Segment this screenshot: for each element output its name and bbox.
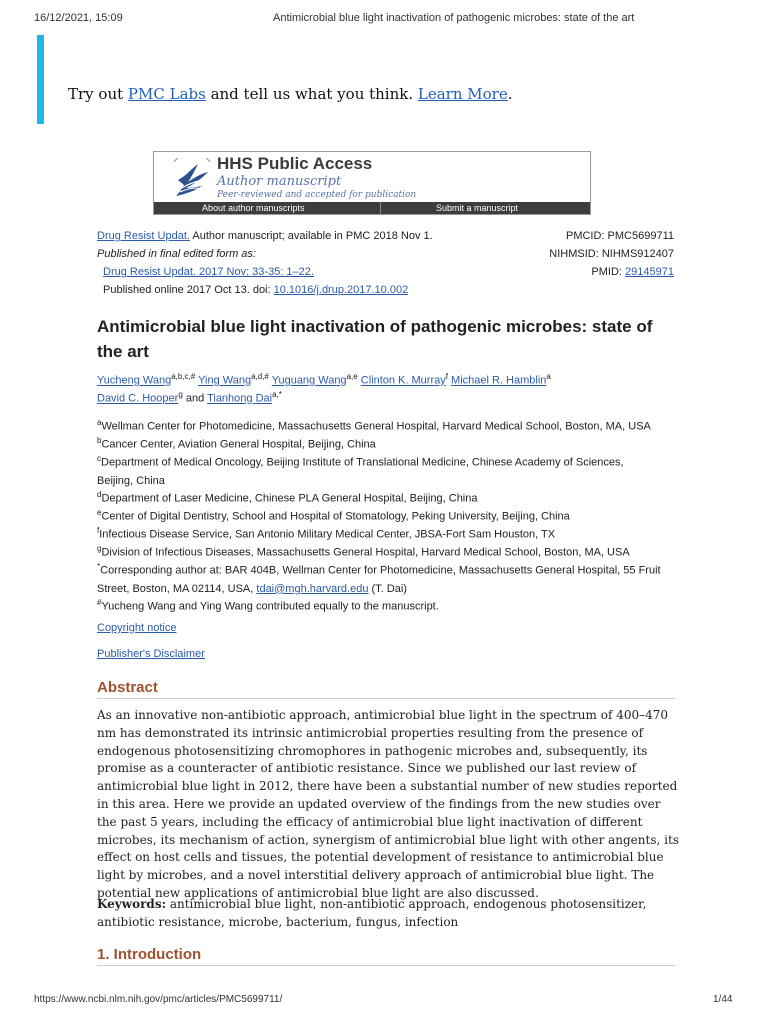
affiliation-sup: f bbox=[97, 526, 100, 535]
copyright-notice-link-wrap bbox=[97, 622, 177, 634]
citation-line-4 bbox=[103, 284, 408, 296]
hhs-public-access-box bbox=[153, 151, 591, 215]
author-sup: a,d,# bbox=[251, 372, 269, 381]
author-sup: a,e bbox=[346, 372, 358, 381]
article-title: Antimicrobial blue light inactivation of pathogenic microbes: state of the art bbox=[97, 317, 653, 361]
doi-link[interactable]: 10.1016/j.drup.2017.10.002 bbox=[273, 284, 409, 296]
print-datetime: 16/12/2021, 15:09 bbox=[34, 12, 123, 24]
banner-text-mid: and tell us what you think. bbox=[205, 85, 418, 103]
banner-text-pre: Try out bbox=[68, 85, 128, 103]
author-sup: a bbox=[546, 372, 551, 381]
keywords-list: antimicrobial blue light, non-antibiotic approach, endogenous photosensitizer, antibiotic resistance, microbe, bacterium, fungus, infection bbox=[97, 897, 647, 929]
affiliation-text: Department of Laser Medicine, Chinese PLA General Hospital, Beijing, China bbox=[101, 492, 478, 505]
affiliation-text: Department of Medical Oncology, Beijing Institute of Translational Medicine, Chinese Academy of Sciences, Beijing, China bbox=[97, 456, 624, 487]
about-author-manuscripts-link[interactable]: About author manuscripts bbox=[202, 203, 305, 213]
abstract-heading: Abstract bbox=[97, 679, 675, 699]
pmid bbox=[591, 266, 674, 278]
publisher-disclaimer-link[interactable]: Publisher's Disclaimer bbox=[97, 648, 205, 660]
authors-and: and bbox=[182, 392, 208, 405]
corresponding-name: (T. Dai) bbox=[368, 582, 407, 595]
citation-line-1 bbox=[97, 230, 433, 242]
affiliation-sup: e bbox=[97, 508, 102, 517]
pmid-link[interactable]: 29145971 bbox=[625, 266, 674, 278]
affiliation-text: Division of Infectious Diseases, Massachusetts General Hospital, Harvard Medical School, Boston, MA, USA bbox=[101, 546, 630, 559]
author-sup: f bbox=[445, 372, 448, 381]
citation-line-2: Published in final edited form as: bbox=[97, 248, 256, 260]
citation-availability: Author manuscript; available in PMC 2018 Nov 1. bbox=[189, 230, 433, 242]
copyright-notice-link[interactable]: Copyright notice bbox=[97, 622, 177, 634]
affiliation-sup: c bbox=[97, 454, 101, 463]
citation-line-3 bbox=[103, 266, 314, 278]
affiliation-sup: d bbox=[97, 490, 102, 499]
affiliation bbox=[97, 450, 662, 490]
pmid-label: PMID: bbox=[591, 266, 626, 278]
pmcid: PMCID: PMC5699711 bbox=[565, 230, 674, 242]
hhs-tagline: Peer-reviewed and accepted for publication bbox=[217, 190, 417, 200]
author-link[interactable]: Yuguang Wang bbox=[271, 374, 347, 387]
published-online-text: Published online 2017 Oct 13. doi: bbox=[103, 284, 274, 296]
banner-accent-bar bbox=[37, 35, 44, 124]
author-sup: a,* bbox=[272, 390, 282, 399]
journal-link[interactable]: Drug Resist Updat. bbox=[97, 230, 190, 242]
equal-text: Yucheng Wang and Ying Wang contributed equally to the manuscript. bbox=[101, 600, 439, 613]
published-issue-link[interactable]: Drug Resist Updat. 2017 Nov; 33-35: 1–22. bbox=[103, 266, 314, 278]
banner-text-post: . bbox=[507, 85, 513, 103]
pmc-labs-link[interactable]: PMC Labs bbox=[127, 85, 206, 103]
hhs-subtitle: Author manuscript bbox=[217, 174, 342, 189]
author-link[interactable]: David C. Hooper bbox=[97, 392, 179, 405]
corresponding-text: Corresponding author at: BAR 404B, Wellman Center for Photomedicine, Massachusetts General Hospital, 55 Fruit Street, Boston, MA 02114, USA, bbox=[97, 564, 661, 595]
hhs-eagle-logo-icon bbox=[168, 158, 216, 200]
keywords bbox=[97, 896, 679, 932]
affiliation-text: Center of Digital Dentistry, School and Hospital of Stomatology, Peking University, Beijing, China bbox=[101, 510, 570, 523]
pmc-labs-banner bbox=[68, 85, 513, 103]
affiliation-text: Wellman Center for Photomedicine, Massachusetts General Hospital, Harvard Medical School, Boston, MA, USA bbox=[101, 420, 651, 433]
authors-line-1 bbox=[97, 372, 697, 387]
print-page-title: Antimicrobial blue light inactivation of pathogenic microbes: state of the art bbox=[273, 12, 635, 24]
hhs-footer-divider bbox=[380, 202, 381, 214]
author-link[interactable]: Yucheng Wang bbox=[97, 374, 172, 387]
submit-manuscript-link[interactable]: Submit a manuscript bbox=[436, 203, 519, 213]
keywords-label: Keywords: bbox=[97, 897, 167, 911]
author-link[interactable]: Ying Wang bbox=[198, 374, 252, 387]
corresponding-email-link[interactable]: tdai@mgh.harvard.edu bbox=[256, 582, 369, 595]
affiliation-sup: g bbox=[97, 544, 102, 553]
print-page-number: 1/44 bbox=[713, 994, 733, 1005]
author-link[interactable]: Clinton K. Murray bbox=[360, 374, 446, 387]
equal-contribution-note bbox=[97, 594, 687, 616]
introduction-heading: 1. Introduction bbox=[97, 946, 675, 966]
author-sup: a,b,c,# bbox=[171, 372, 196, 381]
equal-sup: # bbox=[97, 598, 102, 607]
author-sup: g bbox=[178, 390, 183, 399]
hhs-footer-bar bbox=[154, 202, 590, 214]
affiliation-sup: a bbox=[97, 418, 102, 427]
hhs-title: HHS Public Access bbox=[217, 154, 373, 173]
print-url: https://www.ncbi.nlm.nih.gov/pmc/articles/PMC5699711/ bbox=[34, 994, 283, 1005]
authors-line-2 bbox=[97, 390, 697, 405]
nihmsid: NIHMSID: NIHMS912407 bbox=[549, 248, 674, 260]
corresponding-sup: * bbox=[97, 562, 101, 571]
learn-more-link[interactable]: Learn More bbox=[417, 85, 508, 103]
author-link[interactable]: Michael R. Hamblin bbox=[451, 374, 547, 387]
affiliation-text: Cancer Center, Aviation General Hospital, Beijing, China bbox=[101, 438, 376, 451]
author-link[interactable]: Tianhong Dai bbox=[207, 392, 273, 405]
abstract-text: As an innovative non-antibiotic approach, antimicrobial blue light in the spectrum of 400–470 nm has demonstrated its intrinsic antimicrobial properties resulting from the presence of endogenous photosensitizing chromophores in pathogenic microbes and, subsequently, its promise as a counteracter of antibiotic resistance. Since we published our last review of antimicrobial blue light in 2012, there have been a substantial number of new studies reported in this area. Here we provide an updated overview of the findings from the new studies over the past 5 years, including the efficacy of antimicrobial blue light inactivation of different microbes, its mechanism of action, synergism of antimicrobial blue light with other angents, its effect on host cells and tissues, the potential development of resistance to antimicrobial blue light by microbes, and a novel interstitial delivery approach of antimicrobial blue light. The potential new applications of antimicrobial blue light are also discussed. bbox=[97, 708, 679, 900]
affiliation-sup: b bbox=[97, 436, 102, 445]
affiliation-text: Infectious Disease Service, San Antonio Military Medical Center, JBSA-Fort Sam Houston, TX bbox=[99, 528, 556, 541]
publisher-disclaimer-link-wrap bbox=[97, 648, 205, 660]
corresponding-author bbox=[97, 558, 662, 598]
